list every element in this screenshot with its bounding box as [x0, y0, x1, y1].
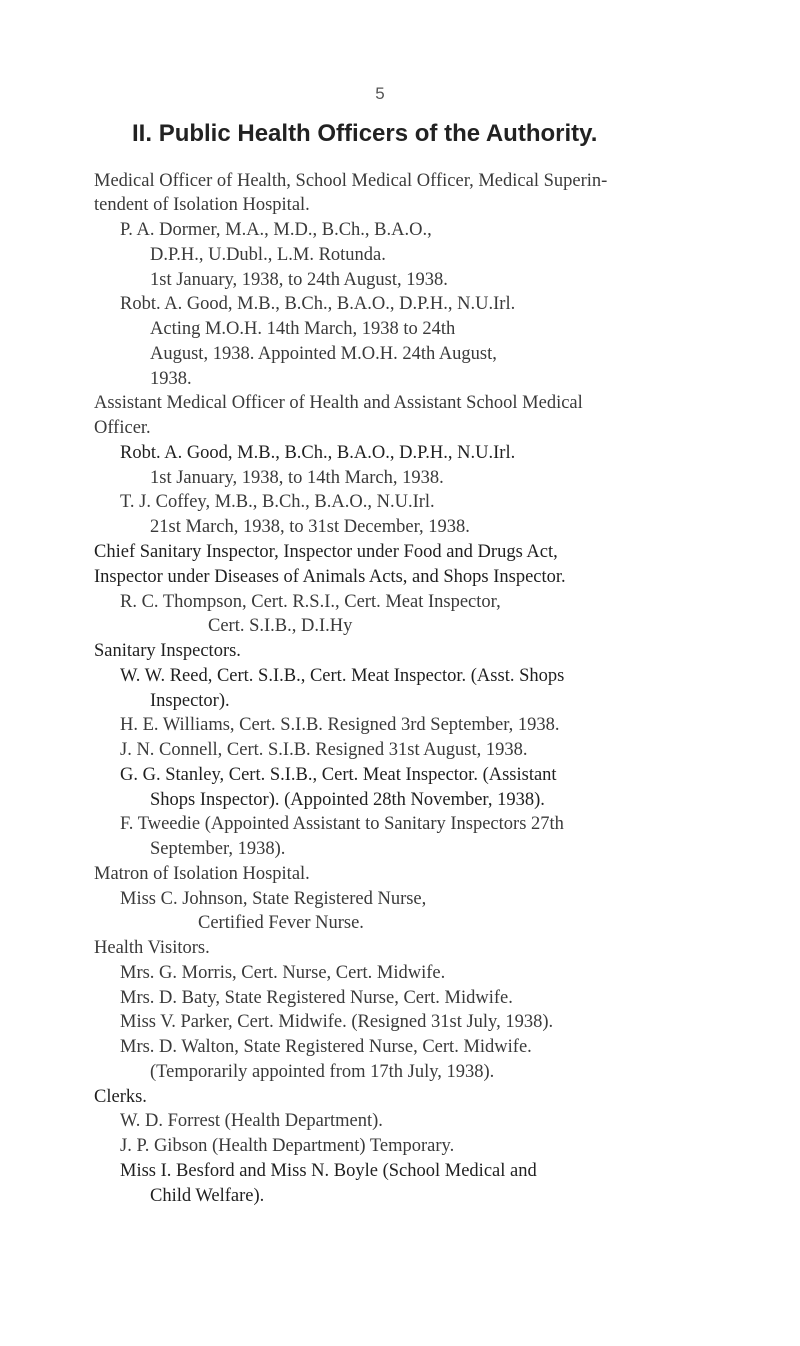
officer-entry-cont: Shops Inspector). (Appointed 28th November, 1938).: [150, 790, 545, 810]
officer-tenure-cont: 1938.: [150, 369, 192, 389]
role-heading: Health Visitors.: [94, 938, 210, 958]
officer-entry: J. N. Connell, Cert. S.I.B. Resigned 31st August, 1938.: [120, 740, 528, 760]
page-number: 5: [375, 84, 385, 103]
officer-tenure: Acting M.O.H. 14th March, 1938 to 24th: [150, 319, 456, 339]
officer-entry: H. E. Williams, Cert. S.I.B. Resigned 3rd September, 1938.: [120, 715, 560, 735]
role-heading: Sanitary Inspectors.: [94, 641, 241, 661]
officer-tenure: 21st March, 1938, to 31st December, 1938.: [150, 517, 470, 537]
role-heading-cont: tendent of Isolation Hospital.: [94, 195, 310, 215]
section-title: Public Health Officers of the Authority.: [158, 120, 598, 147]
role-heading: Chief Sanitary Inspector, Inspector under Food and Drugs Act,: [94, 542, 558, 562]
officer-entry: Mrs. D. Walton, State Registered Nurse, Cert. Midwife.: [120, 1037, 532, 1057]
officer-entry: Mrs. G. Morris, Cert. Nurse, Cert. Midwife.: [120, 963, 446, 983]
officer-entry-cont: Inspector).: [150, 691, 230, 711]
officer-entry-cont: September, 1938).: [150, 839, 286, 859]
officer-qualifications: D.P.H., U.Dubl., L.M. Rotunda.: [150, 245, 386, 265]
officer-entry: P. A. Dormer, M.A., M.D., B.Ch., B.A.O.,: [120, 220, 432, 240]
role-heading: Matron of Isolation Hospital.: [94, 864, 310, 884]
officer-qualifications: Cert. S.I.B., D.I.Hy: [208, 616, 353, 636]
officer-entry: J. P. Gibson (Health Department) Temporary.: [120, 1136, 455, 1156]
officer-entry: Robt. A. Good, M.B., B.Ch., B.A.O., D.P.H., N.U.Irl.: [120, 294, 516, 314]
role-heading-cont: Officer.: [94, 418, 151, 438]
officer-entry: Robt. A. Good, M.B., B.Ch., B.A.O., D.P.H., N.U.Irl.: [120, 443, 516, 463]
officer-tenure-cont: August, 1938. Appointed M.O.H. 24th August,: [150, 344, 497, 364]
officer-entry: W. W. Reed, Cert. S.I.B., Cert. Meat Inspector. (Asst. Shops: [120, 666, 565, 686]
role-heading: Assistant Medical Officer of Health and Assistant School Medical: [94, 393, 583, 413]
officer-entry: Miss V. Parker, Cert. Midwife. (Resigned 31st July, 1938).: [120, 1012, 554, 1032]
page-title: [132, 120, 772, 148]
officer-entry: R. C. Thompson, Cert. R.S.I., Cert. Meat Inspector,: [120, 592, 501, 612]
officer-entry: Miss I. Besford and Miss N. Boyle (School Medical and: [120, 1161, 537, 1181]
officer-qualifications: Certified Fever Nurse.: [198, 913, 364, 933]
officer-tenure: 1st January, 1938, to 14th March, 1938.: [150, 468, 444, 488]
officer-entry: W. D. Forrest (Health Department).: [120, 1111, 383, 1131]
officer-entry: Mrs. D. Baty, State Registered Nurse, Cert. Midwife.: [120, 988, 513, 1008]
role-heading: Medical Officer of Health, School Medical Officer, Medical Superin-: [94, 171, 608, 191]
role-heading: Clerks.: [94, 1087, 147, 1107]
role-heading-cont: Inspector under Diseases of Animals Acts, and Shops Inspector.: [94, 567, 566, 587]
officer-entry: G. G. Stanley, Cert. S.I.B., Cert. Meat Inspector. (Assistant: [120, 765, 557, 785]
section-number: II.: [132, 120, 153, 147]
officer-tenure: 1st January, 1938, to 24th August, 1938.: [150, 270, 448, 290]
officer-entry: F. Tweedie (Appointed Assistant to Sanitary Inspectors 27th: [120, 814, 564, 834]
officer-entry-cont: Child Welfare).: [150, 1186, 265, 1206]
officer-entry: Miss C. Johnson, State Registered Nurse,: [120, 889, 427, 909]
officer-entry: T. J. Coffey, M.B., B.Ch., B.A.O., N.U.Irl.: [120, 492, 435, 512]
officer-entry-cont: (Temporarily appointed from 17th July, 1938).: [150, 1062, 495, 1082]
